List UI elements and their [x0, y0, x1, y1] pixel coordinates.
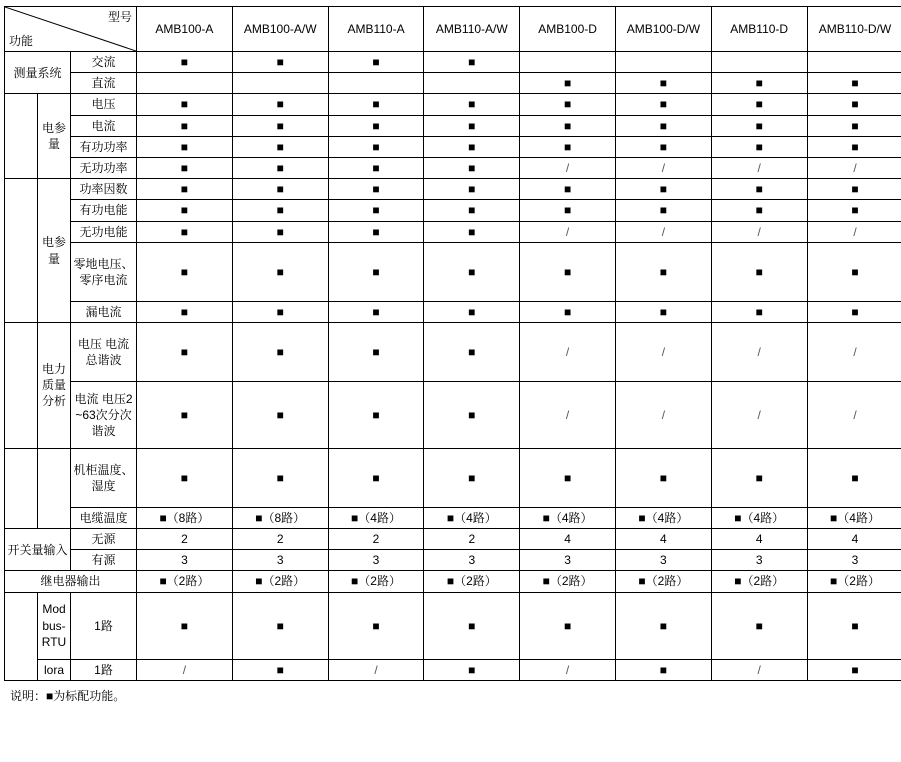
cell-value: ■	[328, 221, 424, 242]
cell-value: 3	[807, 550, 901, 571]
cell-value: ■（8路）	[232, 507, 328, 528]
table-row	[5, 115, 901, 136]
header-function-label: 功能	[9, 33, 34, 48]
model-header-1: AMB100-A	[137, 7, 233, 52]
cell-value: /	[711, 322, 807, 381]
cell-value: ■	[424, 322, 520, 381]
cell-value: ■	[711, 73, 807, 94]
cell-value	[520, 52, 616, 73]
cell-value: ■	[232, 115, 328, 136]
cell-value: /	[520, 659, 616, 680]
cell-value: ■	[807, 115, 901, 136]
cell-value: ■	[424, 94, 520, 115]
table-row	[5, 94, 901, 115]
cell-value: ■	[711, 242, 807, 301]
table-header-row	[5, 7, 901, 52]
table-row	[5, 571, 901, 592]
cell-value: /	[520, 322, 616, 381]
cell-value: 3	[424, 550, 520, 571]
cell-value: ■	[616, 242, 712, 301]
cell-value: ■	[807, 592, 901, 659]
cell-value: ■	[807, 179, 901, 200]
cell-value: ■	[232, 179, 328, 200]
cell-value: ■	[424, 200, 520, 221]
row-label-current: 电流	[71, 115, 137, 136]
cell-value: ■	[520, 115, 616, 136]
cell-value: 4	[520, 529, 616, 550]
cell-value: ■	[520, 73, 616, 94]
cell-value: ■	[616, 659, 712, 680]
cell-value: ■	[807, 200, 901, 221]
header-model-label: 型号	[108, 10, 133, 24]
spacer-cell	[5, 448, 38, 528]
group-label-measure-system: 测量系统	[5, 52, 71, 94]
cell-value: ■	[328, 381, 424, 448]
cell-value: ■	[424, 179, 520, 200]
row-label-lora-channel: 1路	[71, 659, 137, 680]
table-note: 说明：■为标配功能。	[10, 688, 126, 703]
cell-value: 3	[328, 550, 424, 571]
group-label-elec-param-2: 电参量	[38, 179, 71, 323]
cell-value: ■	[424, 448, 520, 507]
cell-value: ■	[711, 115, 807, 136]
cell-value: ■（2路）	[807, 571, 901, 592]
cell-value: 2	[328, 529, 424, 550]
cell-value: ■（4路）	[807, 507, 901, 528]
product-spec-table	[4, 6, 901, 681]
cell-value: ■	[424, 659, 520, 680]
row-label-cable-temp: 电缆温度	[71, 507, 137, 528]
cell-value: ■	[616, 448, 712, 507]
cell-value: ■	[424, 381, 520, 448]
cell-value: ■	[137, 200, 233, 221]
cell-value: ■	[424, 242, 520, 301]
cell-value: /	[711, 381, 807, 448]
cell-value: ■	[807, 73, 901, 94]
cell-value: ■	[616, 73, 712, 94]
cell-value: /	[616, 381, 712, 448]
table-row	[5, 301, 901, 322]
cell-value: ■	[328, 94, 424, 115]
cell-value: ■	[424, 157, 520, 178]
cell-value: ■	[137, 136, 233, 157]
cell-value: /	[616, 157, 712, 178]
cell-value: ■	[328, 200, 424, 221]
cell-value: ■（8路）	[137, 507, 233, 528]
model-header-8: AMB110-D/W	[807, 7, 901, 52]
row-label-cabinet-temp-humidity: 机柜温度、湿度	[71, 448, 137, 507]
cell-value: ■	[520, 301, 616, 322]
row-label-reactive-power: 无功功率	[71, 157, 137, 178]
table-row	[5, 179, 901, 200]
cell-value: ■	[807, 94, 901, 115]
cell-value: /	[616, 221, 712, 242]
model-header-5: AMB100-D	[520, 7, 616, 52]
cell-value: /	[711, 659, 807, 680]
cell-value: ■	[137, 301, 233, 322]
cell-value	[616, 52, 712, 73]
spacer-cell	[38, 448, 71, 528]
cell-value: /	[807, 322, 901, 381]
table-row	[5, 242, 901, 301]
table-row	[5, 659, 901, 680]
cell-value: 3	[137, 550, 233, 571]
cell-value: ■	[137, 94, 233, 115]
cell-value: ■	[137, 381, 233, 448]
cell-value: ■	[616, 94, 712, 115]
cell-value: ■	[328, 448, 424, 507]
row-label-zero-voltage-current: 零地电压、零序电流	[71, 242, 137, 301]
cell-value: ■	[616, 136, 712, 157]
cell-value	[711, 52, 807, 73]
row-label-reactive-energy: 无功电能	[71, 221, 137, 242]
table-row	[5, 73, 901, 94]
model-header-3: AMB110-A	[328, 7, 424, 52]
cell-value: ■	[424, 592, 520, 659]
cell-value: ■	[711, 179, 807, 200]
cell-value: ■	[711, 94, 807, 115]
cell-value: ■	[137, 592, 233, 659]
cell-value: 4	[616, 529, 712, 550]
table-row	[5, 52, 901, 73]
cell-value: ■	[424, 115, 520, 136]
cell-value: 3	[232, 550, 328, 571]
cell-value: ■	[137, 115, 233, 136]
cell-value: ■	[616, 301, 712, 322]
row-label-voltage: 电压	[71, 94, 137, 115]
model-header-6: AMB100-D/W	[616, 7, 712, 52]
cell-value: ■（4路）	[616, 507, 712, 528]
cell-value: ■	[711, 200, 807, 221]
row-label-active-power: 有功功率	[71, 136, 137, 157]
cell-value: ■（4路）	[520, 507, 616, 528]
cell-value: 2	[424, 529, 520, 550]
cell-value: 4	[807, 529, 901, 550]
cell-value	[424, 73, 520, 94]
cell-value: ■	[232, 136, 328, 157]
spacer-cell	[5, 592, 38, 680]
cell-value: ■（2路）	[328, 571, 424, 592]
cell-value: 3	[520, 550, 616, 571]
cell-value: ■	[328, 136, 424, 157]
cell-value: ■（2路）	[711, 571, 807, 592]
table-row	[5, 592, 901, 659]
group-label-power-quality: 电力质量分析	[38, 322, 71, 448]
table-row	[5, 136, 901, 157]
cell-value: /	[616, 322, 712, 381]
cell-value	[137, 73, 233, 94]
cell-value: ■	[137, 179, 233, 200]
cell-value: ■（4路）	[328, 507, 424, 528]
cell-value: ■	[520, 448, 616, 507]
cell-value: ■	[616, 592, 712, 659]
cell-value: ■	[807, 301, 901, 322]
cell-value: ■	[424, 52, 520, 73]
cell-value: ■	[137, 157, 233, 178]
table-row	[5, 322, 901, 381]
row-label-ac: 交流	[71, 52, 137, 73]
cell-value: ■	[328, 301, 424, 322]
group-label-elec-param-1: 电参量	[38, 94, 71, 179]
table-row	[5, 381, 901, 448]
cell-value: ■（4路）	[424, 507, 520, 528]
cell-value: ■	[616, 115, 712, 136]
cell-value: ■	[520, 136, 616, 157]
table-row	[5, 507, 901, 528]
cell-value: ■	[328, 179, 424, 200]
group-label-modbus: Modbus-RTU	[38, 592, 71, 659]
row-label-relay-output: 继电器输出	[5, 571, 137, 592]
cell-value: ■	[232, 200, 328, 221]
cell-value: ■（2路）	[616, 571, 712, 592]
cell-value: ■	[616, 200, 712, 221]
cell-value: ■	[711, 301, 807, 322]
cell-value: ■	[807, 136, 901, 157]
group-label-lora: lora	[38, 659, 71, 680]
cell-value: 3	[616, 550, 712, 571]
cell-value: /	[711, 157, 807, 178]
cell-value: ■	[520, 94, 616, 115]
cell-value: ■	[328, 115, 424, 136]
cell-value: ■	[232, 157, 328, 178]
cell-value: ■	[137, 52, 233, 73]
cell-value	[232, 73, 328, 94]
row-label-dc: 直流	[71, 73, 137, 94]
cell-value: ■（4路）	[711, 507, 807, 528]
cell-value: /	[711, 221, 807, 242]
group-label-di-input: 开关量输入	[5, 529, 71, 571]
row-label-total-harmonics: 电压 电流总谐波	[71, 322, 137, 381]
cell-value: /	[807, 221, 901, 242]
cell-value: ■	[520, 200, 616, 221]
row-label-active: 有源	[71, 550, 137, 571]
cell-value: ■	[520, 179, 616, 200]
cell-value: 2	[232, 529, 328, 550]
table-row	[5, 200, 901, 221]
row-label-individual-harmonics: 电流 电压2~63次分次谐波	[71, 381, 137, 448]
cell-value: ■	[520, 242, 616, 301]
spacer-cell	[5, 179, 38, 323]
cell-value: ■	[328, 592, 424, 659]
cell-value: ■	[232, 592, 328, 659]
row-label-modbus-channel: 1路	[71, 592, 137, 659]
cell-value: ■	[328, 157, 424, 178]
cell-value: ■	[424, 136, 520, 157]
table-row	[5, 221, 901, 242]
cell-value: ■（2路）	[520, 571, 616, 592]
cell-value: ■	[232, 94, 328, 115]
model-header-7: AMB110-D	[711, 7, 807, 52]
cell-value: ■	[328, 52, 424, 73]
cell-value: 2	[137, 529, 233, 550]
header-diagonal-cell	[5, 7, 137, 52]
row-label-active-energy: 有功电能	[71, 200, 137, 221]
cell-value	[328, 73, 424, 94]
model-header-4: AMB110-A/W	[424, 7, 520, 52]
cell-value: ■	[807, 242, 901, 301]
cell-value: ■	[328, 322, 424, 381]
cell-value: ■	[137, 242, 233, 301]
cell-value: ■	[232, 221, 328, 242]
cell-value: /	[807, 381, 901, 448]
cell-value: ■	[424, 221, 520, 242]
cell-value: ■	[711, 592, 807, 659]
row-label-power-factor: 功率因数	[71, 179, 137, 200]
cell-value: ■	[520, 592, 616, 659]
table-row	[5, 550, 901, 571]
cell-value: /	[137, 659, 233, 680]
row-label-passive: 无源	[71, 529, 137, 550]
row-label-leakage-current: 漏电流	[71, 301, 137, 322]
cell-value: ■	[232, 52, 328, 73]
cell-value: ■	[424, 301, 520, 322]
cell-value: ■	[711, 136, 807, 157]
table-row	[5, 529, 901, 550]
cell-value: ■	[232, 381, 328, 448]
cell-value: ■	[137, 322, 233, 381]
model-header-2: AMB100-A/W	[232, 7, 328, 52]
cell-value: ■	[232, 301, 328, 322]
cell-value: ■（2路）	[137, 571, 233, 592]
cell-value: ■	[137, 221, 233, 242]
cell-value: ■	[137, 448, 233, 507]
cell-value: /	[520, 157, 616, 178]
cell-value: ■	[232, 448, 328, 507]
cell-value: 4	[711, 529, 807, 550]
cell-value: ■	[711, 448, 807, 507]
cell-value: ■	[232, 322, 328, 381]
cell-value: ■	[328, 242, 424, 301]
cell-value: ■	[616, 179, 712, 200]
cell-value: ■	[232, 242, 328, 301]
cell-value: ■	[807, 659, 901, 680]
cell-value: /	[328, 659, 424, 680]
cell-value: /	[520, 221, 616, 242]
cell-value: ■（2路）	[424, 571, 520, 592]
cell-value: 3	[711, 550, 807, 571]
spacer-cell	[5, 94, 38, 179]
table-row	[5, 448, 901, 507]
cell-value: /	[520, 381, 616, 448]
cell-value: /	[807, 157, 901, 178]
spacer-cell	[5, 322, 38, 448]
cell-value: ■（2路）	[232, 571, 328, 592]
cell-value: ■	[807, 448, 901, 507]
cell-value: ■	[232, 659, 328, 680]
cell-value	[807, 52, 901, 73]
table-row	[5, 157, 901, 178]
